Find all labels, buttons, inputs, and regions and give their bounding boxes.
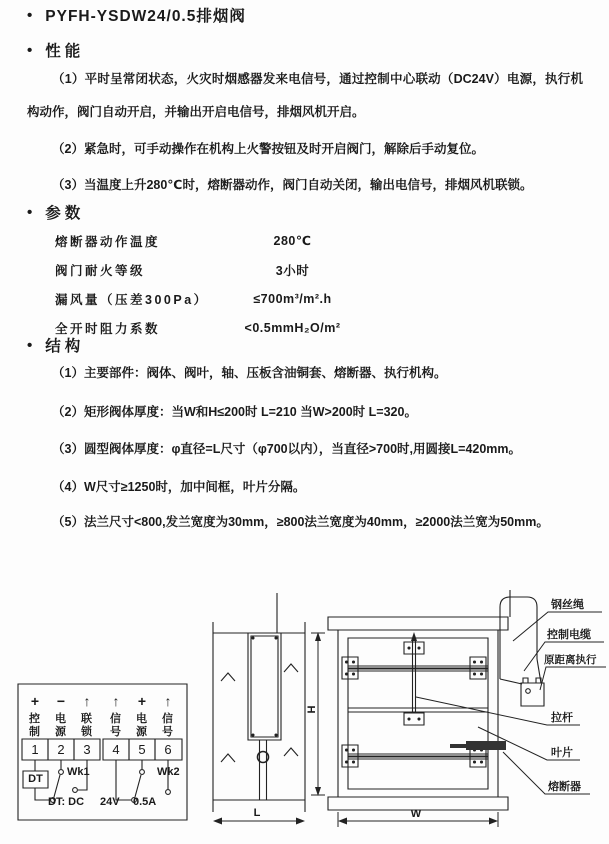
terminal-function-label: 电源 (136, 713, 147, 738)
terminal-number: 5 (138, 742, 146, 757)
section-heading-structure: 结构 (45, 338, 85, 355)
terminal-function-label: 信号 (162, 713, 173, 738)
callout-pull-rod: 拉杆 (551, 712, 573, 724)
callout-blade: 叶片 (551, 747, 573, 759)
callout-remote-actuator: 原距离执行 (544, 654, 597, 666)
section-heading-parameters: 参数 (45, 205, 85, 222)
parameters-heading-row (27, 201, 84, 223)
terminal-number: 1 (31, 742, 39, 757)
current-label: 0.5A (133, 796, 157, 808)
param-label: 漏风量（压差300Pa） (55, 292, 209, 307)
param-value: ≤700m³/m².h (253, 291, 332, 306)
param-label: 阀门耐火等级 (55, 263, 146, 278)
performance-item-1: （1）平时呈常闭状态，火灾时烟感器发来电信号，通过控制中心联动（DC24V）电源，执行机构动作，阀门自动开启，并输出开启电信号，排烟风机开启。 (27, 72, 583, 119)
terminal-function-label: 电源 (55, 713, 66, 738)
section-heading-performance: 性能 (45, 43, 85, 60)
bullet-icon: • (27, 6, 33, 24)
param-row (55, 226, 355, 255)
param-row (55, 313, 355, 342)
page-title: PYFH-YSDW24/0.5排烟阀 (45, 8, 246, 25)
dt-solenoid-label: DT (28, 773, 43, 785)
terminal-number: 3 (83, 742, 91, 757)
bullet-icon: • (27, 41, 33, 59)
front-view-drawing (328, 590, 510, 810)
param-value: <0.5mmH₂O/m² (244, 320, 341, 335)
terminal-arrow-symbol: ↑ (83, 693, 91, 709)
performance-heading-row (27, 39, 84, 61)
wk2-contact-label: Wk2 (157, 766, 180, 778)
terminal-arrow-symbol: ↑ (112, 693, 120, 709)
structure-item-5: （5）法兰尺寸<800,发兰宽度为30mm，≥800法兰宽度为40mm，≥2000法兰宽为50mm。 (52, 515, 549, 529)
param-row (55, 284, 355, 313)
voltage-label: 24V (100, 796, 120, 808)
param-value: 3小时 (275, 263, 310, 278)
terminal-number: 6 (164, 742, 172, 757)
structure-item-1: （1）主要部件：阀体、阀叶，轴、压板含油铜套、熔断器、执行机构。 (52, 366, 447, 380)
param-value: 280℃ (273, 234, 312, 248)
dimension-l-label: L (253, 807, 261, 819)
structure-item-4: （4）W尺寸≥1250时，加中间框，叶片分隔。 (52, 480, 306, 494)
terminal-number: 2 (57, 742, 65, 757)
terminal-polarity-symbol: + (30, 693, 40, 709)
callout-steel-wire-rope: 钢丝绳 (551, 599, 584, 611)
bullet-icon: • (27, 203, 33, 221)
callout-fuse: 熔断器 (548, 781, 581, 793)
structure-heading-row (27, 334, 84, 356)
terminal-number: 4 (112, 742, 120, 757)
wk1-contact-label: Wk1 (67, 766, 90, 778)
title-row (27, 4, 246, 26)
terminal-function-label: 联锁 (81, 713, 92, 738)
structure-item-2: （2）矩形阀体厚度：当W和H≤200时 L=210 当W>200时 L=320。 (52, 405, 417, 419)
terminal-polarity-symbol: + (137, 693, 147, 709)
remote-actuator-drawing (500, 597, 544, 706)
dt-dc-label: DT: DC (48, 796, 85, 808)
terminal-polarity-symbol: − (56, 693, 66, 709)
terminal-function-label: 控制 (29, 713, 40, 738)
performance-item-3: （3）当温度上升280℃时，熔断器动作，阀门自动关闭，输出电信号，排烟风机联锁。 (52, 178, 533, 192)
callout-control-cable: 控制电缆 (547, 629, 591, 641)
param-label: 熔断器动作温度 (55, 234, 161, 249)
bullet-icon: • (27, 336, 33, 354)
terminal-arrow-symbol: ↑ (164, 693, 172, 709)
structure-item-3: （3）圆型阀体厚度：φ直径=L尺寸（φ700以内），当直径>700时,用圆接L=420mm。 (52, 442, 522, 456)
param-row (55, 255, 355, 284)
terminal-function-label: 信号 (110, 713, 121, 738)
dimension-w-label: W (410, 808, 422, 820)
dimension-h-label: H (304, 705, 317, 714)
param-label: 全开时阻力系数 (55, 321, 161, 336)
performance-item-2: （2）紧急时，可手动操作在机构上火警按钮及时开启阀门，解除后手动复位。 (52, 142, 484, 156)
side-view-drawing (213, 593, 305, 825)
